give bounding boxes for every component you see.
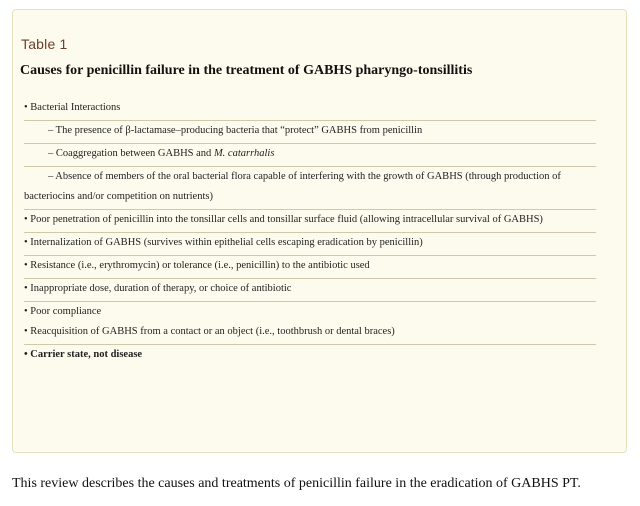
table-row-compliance-reacquisition (24, 302, 596, 345)
catarrhalis-italic: M. catarrhalis (213, 148, 275, 159)
table-row-internalization: • Internalization of GABHS (survives within epithelial cells escaping eradication by penicillin) (24, 233, 596, 256)
table-row-carrier-state: • Carrier state, not disease (24, 349, 143, 360)
table-row-oral-flora: – Absence of members of the oral bacterial flora capable of interfering with the growth of GABHS (through production of bacteriocins and/or competition on nutrients) (24, 167, 596, 210)
table-caption: Causes for penicillin failure in the treatment of GABHS pharyngo-tonsillitis (20, 63, 473, 78)
coaggregation-text: – Coaggregation between GABHS and (48, 148, 214, 159)
table-row-beta-lactamase: – The presence of β-lactamase–producing bacteria that “protect” GABHS from penicillin (24, 121, 596, 144)
table-row-resistance: • Resistance (i.e., erythromycin) or tolerance (i.e., penicillin) to the antibiotic used (24, 256, 596, 279)
table-label: Table 1 (21, 36, 68, 52)
table-row-coaggregation (24, 144, 596, 167)
reacquisition-text: • Reacquisition of GABHS from a contact or an object (i.e., toothbrush or dental braces) (24, 326, 395, 337)
table-body (24, 98, 596, 367)
table-row-poor-penetration: • Poor penetration of penicillin into the tonsillar cells and tonsillar surface fluid (allowing intracellular survival of GABHS) (24, 210, 596, 233)
table-row-bacterial-interactions: • Bacterial Interactions (24, 98, 596, 121)
table-row-inappropriate-dose: • Inappropriate dose, duration of therapy, or choice of antibiotic (24, 279, 596, 302)
review-paragraph: This review describes the causes and treatments of penicillin failure in the eradication of GABHS PT. (12, 476, 581, 491)
poor-compliance-text: • Poor compliance (24, 306, 102, 317)
